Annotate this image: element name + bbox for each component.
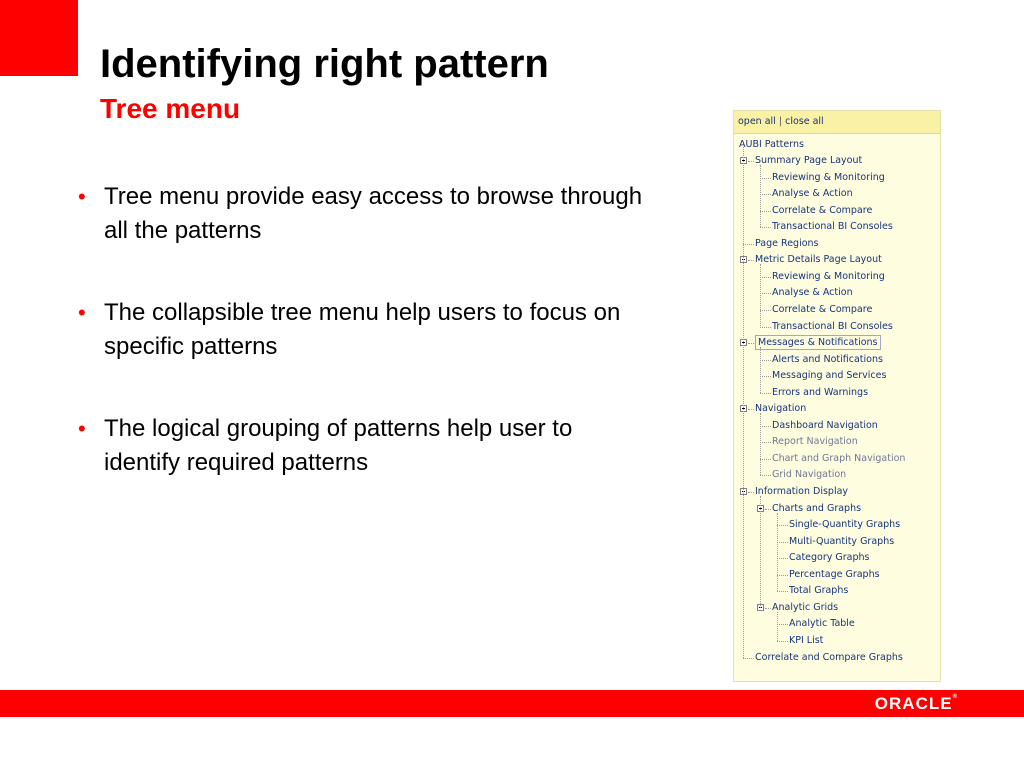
bullet-item — [78, 180, 648, 248]
bullet-list — [78, 180, 648, 528]
tree-node[interactable] — [734, 418, 940, 434]
tree-node-label[interactable]: Information Display — [755, 486, 849, 497]
tree-node[interactable] — [734, 583, 940, 599]
tree-connector — [760, 327, 771, 328]
slide-subtitle: Tree menu — [100, 93, 241, 124]
tree-connector — [765, 608, 771, 609]
tree-node-label[interactable]: Errors and Warnings — [772, 386, 869, 398]
tree-node-label[interactable]: Page Regions — [755, 237, 819, 249]
tree-connector — [760, 459, 771, 460]
tree-node[interactable] — [734, 302, 940, 318]
tree-node[interactable] — [734, 550, 940, 566]
tree-node[interactable] — [734, 186, 940, 202]
tree-connector — [760, 442, 771, 443]
tree-node-label[interactable]: Analyse & Action — [772, 188, 853, 200]
tree-node[interactable] — [734, 501, 940, 517]
tree-node[interactable] — [734, 650, 940, 666]
tree-node[interactable] — [734, 219, 940, 235]
tree-node[interactable] — [734, 352, 940, 368]
tree-menu-panel — [733, 110, 941, 682]
tree-node[interactable] — [734, 484, 940, 500]
tree-node-label[interactable]: Analytic Table — [789, 618, 855, 630]
tree-connector — [760, 426, 771, 427]
tree-connector — [760, 475, 771, 476]
close-all-link[interactable]: close all — [785, 116, 824, 127]
bullet-text: The logical grouping of patterns help user to identify required patterns — [104, 415, 573, 476]
tree-connector — [760, 376, 771, 377]
tree-node-label[interactable]: Analytic Grids — [772, 601, 839, 613]
registered-mark: ® — [952, 694, 958, 700]
tree-guide-line — [777, 612, 778, 641]
tree-node-label[interactable]: Messaging and Services — [772, 370, 887, 382]
tree-connector — [760, 194, 771, 195]
tree-node[interactable] — [734, 170, 940, 186]
tree-menu-header — [734, 111, 940, 134]
tree-node-label[interactable]: Grid Navigation — [772, 469, 847, 481]
tree-connector — [777, 525, 788, 526]
bullet-text: Tree menu provide easy access to browse through all the patterns — [104, 183, 643, 244]
tree-node-label[interactable]: Analyse & Action — [772, 287, 853, 299]
tree-root-label[interactable]: AUBI Patterns — [739, 139, 804, 150]
tree-guide-line — [743, 147, 744, 658]
slide-title: Identifying right pattern — [100, 42, 549, 86]
tree-node[interactable] — [734, 451, 940, 467]
tree-node[interactable] — [734, 401, 940, 417]
tree-node[interactable] — [734, 616, 940, 632]
tree-node-label[interactable]: Navigation — [755, 403, 807, 415]
header-separator: | — [778, 116, 783, 127]
tree-node-label[interactable]: Chart and Graph Navigation — [772, 452, 906, 464]
tree-node-label[interactable]: Metric Details Page Layout — [755, 254, 882, 266]
tree-connector — [748, 161, 754, 162]
tree-connector — [765, 509, 771, 510]
tree-node[interactable] — [734, 385, 940, 401]
tree-node[interactable] — [734, 252, 940, 268]
tree-node[interactable] — [734, 269, 940, 285]
open-all-link[interactable]: open all — [738, 116, 776, 127]
tree-connector — [777, 624, 788, 625]
tree-node-label[interactable]: Correlate & Compare — [772, 204, 873, 216]
tree-connector — [760, 310, 771, 311]
tree-node-label[interactable]: Category Graphs — [789, 552, 870, 564]
tree-node-label[interactable]: Transactional BI Consoles — [772, 221, 893, 233]
tree-node-label[interactable]: Multi-Quantity Graphs — [789, 535, 895, 547]
tree-connector — [777, 641, 788, 642]
tree-node[interactable] — [734, 285, 940, 301]
tree-connector — [760, 360, 771, 361]
tree-node[interactable] — [734, 633, 940, 649]
tree-connector — [760, 293, 771, 294]
tree-node-label[interactable]: Alerts and Notifications — [772, 353, 883, 365]
tree-guide-line — [777, 513, 778, 592]
bullet-dot-icon: • — [78, 184, 86, 209]
tree-guide-line — [760, 413, 761, 475]
tree-node-label[interactable]: Single-Quantity Graphs — [789, 519, 901, 531]
tree-node-label[interactable]: Dashboard Navigation — [772, 419, 878, 431]
tree-node-label[interactable]: Charts and Graphs — [772, 502, 862, 514]
tree-connector — [743, 658, 754, 659]
tree-node-label[interactable]: Total Graphs — [789, 585, 849, 597]
tree-connector — [760, 277, 771, 278]
tree-node[interactable] — [734, 517, 940, 533]
tree-node-label[interactable]: Reviewing & Monitoring — [772, 171, 885, 183]
tree-connector — [743, 244, 754, 245]
bullet-dot-icon: • — [78, 300, 86, 325]
tree-connector — [760, 178, 771, 179]
tree-node[interactable] — [734, 319, 940, 335]
bullet-dot-icon: • — [78, 416, 86, 441]
tree-node-label[interactable]: Percentage Graphs — [789, 568, 880, 580]
bullet-item — [78, 412, 648, 480]
tree-guide-line — [760, 165, 761, 227]
tree-node-label[interactable]: Reviewing & Monitoring — [772, 270, 885, 282]
tree-connector — [777, 558, 788, 559]
tree-node[interactable] — [734, 534, 940, 550]
tree-node-label[interactable]: KPI List — [789, 634, 824, 646]
tree-connector — [777, 591, 788, 592]
tree-connector — [748, 409, 754, 410]
corner-accent-block — [0, 0, 78, 76]
bullet-text: The collapsible tree menu help users to focus on specific patterns — [104, 299, 621, 360]
tree-connector — [777, 542, 788, 543]
tree-connector — [760, 211, 771, 212]
tree-node[interactable] — [734, 203, 940, 219]
tree-connector — [748, 492, 754, 493]
tree-node[interactable] — [734, 335, 940, 351]
tree-node[interactable] — [734, 567, 940, 583]
tree-guide-line — [760, 347, 761, 393]
tree-node[interactable] — [734, 467, 940, 483]
tree-node[interactable] — [734, 236, 940, 252]
tree-node-label[interactable]: Report Navigation — [772, 436, 858, 448]
tree-node-label[interactable]: Messages & Notifications — [755, 335, 881, 350]
bullet-item — [78, 296, 648, 364]
footer-bar — [0, 690, 1024, 717]
tree-connector — [760, 393, 771, 394]
tree-guide-line — [760, 496, 761, 608]
tree-guide-line — [760, 264, 761, 326]
tree-connector — [777, 575, 788, 576]
tree-node[interactable] — [734, 153, 940, 169]
tree-connector — [760, 227, 771, 228]
tree-connector — [748, 260, 754, 261]
oracle-logo-text: ORACLE — [874, 694, 953, 713]
tree-node-label[interactable]: Transactional BI Consoles — [772, 320, 893, 332]
tree-node[interactable] — [734, 434, 940, 450]
tree-node[interactable] — [734, 368, 940, 384]
tree-node-label[interactable]: Correlate and Compare Graphs — [755, 651, 903, 663]
tree-node-label[interactable]: Summary Page Layout — [755, 155, 863, 166]
tree-connector — [748, 343, 754, 344]
tree-node-label[interactable]: Correlate & Compare — [772, 303, 873, 315]
oracle-logo — [875, 694, 958, 714]
tree-node[interactable] — [734, 600, 940, 616]
